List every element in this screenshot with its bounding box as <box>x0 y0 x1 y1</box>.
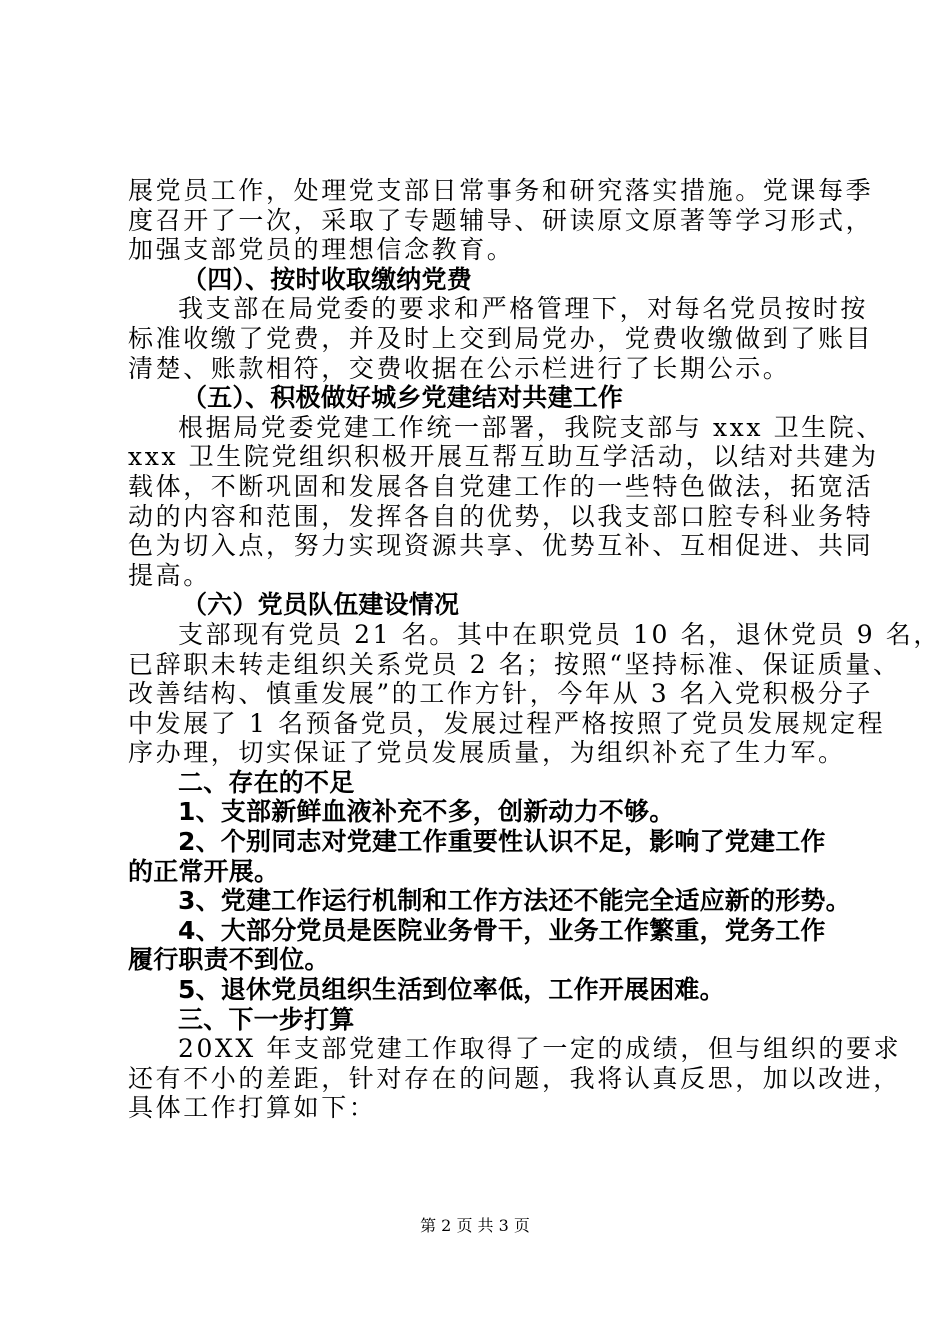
paragraph-line: 加强支部党员的理想信念教育。 <box>128 235 515 265</box>
section-heading-line: 三、下一步打算 <box>178 1004 355 1034</box>
section-heading-line: （五）、积极做好城乡党建结对共建工作 <box>182 383 624 413</box>
paragraph-line: 中发展了 1 名预备党员，发展过程严格按照了党员发展规定程 <box>128 708 886 738</box>
paragraph-line: 具体工作打算如下： <box>128 1093 377 1123</box>
section-heading-line: 3、党建工作运行机制和工作方法还不能完全适应新的形势。 <box>178 886 851 916</box>
section-heading-line: （四）、按时收取缴纳党费 <box>182 264 472 294</box>
paragraph-line: 已辞职未转走组织关系党员 2 名；按照“坚持标准、保证质量、 <box>128 649 901 679</box>
section-heading-line: 履行职责不到位。 <box>128 945 330 975</box>
paragraph-line: 展党员工作，处理党支部日常事务和研究落实措施。党课每季 <box>128 176 874 205</box>
section-heading-line: （六）党员队伍建设情况 <box>182 590 460 620</box>
section-heading-line: 4、大部分党员是医院业务骨干，业务工作繁重，党务工作 <box>178 915 826 945</box>
section-heading-line: 5、退休党员组织生活到位率低，工作开展困难。 <box>178 975 725 1005</box>
paragraph-line: 20XX 年支部党建工作取得了一定的成绩，但与组织的要求 <box>178 1034 902 1064</box>
page-footer: 第 2 页 共 3 页 <box>420 1216 530 1235</box>
paragraph-line: 清楚、账款相符，交费收据在公示栏进行了长期公示。 <box>128 353 791 383</box>
section-heading-line: 二、存在的不足 <box>178 767 355 797</box>
paragraph-line: 标准收缴了党费，并及时上交到局党办，党费收缴做到了账目 <box>128 323 874 353</box>
paragraph-line: 我支部在局党委的要求和严格管理下，对每名党员按时按 <box>178 294 869 324</box>
paragraph-line: 根据局党委党建工作统一部署，我院支部与 xxx 卫生院、 <box>178 412 884 442</box>
section-heading-line: 的正常开展。 <box>128 856 280 886</box>
paragraph-line: 支部现有党员 21 名。其中在职党员 10 名，退休党员 9 名， <box>178 619 942 649</box>
paragraph-line: 还有不小的差距，针对存在的问题，我将认真反思，加以改进， <box>128 1063 901 1093</box>
section-heading-line: 2、个别同志对党建工作重要性认识不足，影响了党建工作 <box>178 827 826 857</box>
paragraph-line: 色为切入点，努力实现资源共享、优势互补、互相促进、共同 <box>128 531 874 561</box>
paragraph-line: xxx 卫生院党组织积极开展互帮互助互学活动，以结对共建为 <box>128 442 879 472</box>
paragraph-line: 载体，不断巩固和发展各自党建工作的一些特色做法，拓宽活 <box>128 471 874 501</box>
paragraph-line: 提高。 <box>128 560 211 590</box>
paragraph-line: 改善结构、慎重发展”的工作方针，今年从 3 名入党积极分子 <box>128 679 873 709</box>
paragraph-line: 序办理，切实保证了党员发展质量，为组织补充了生力军。 <box>128 738 846 768</box>
paragraph-line: 动的内容和范围，发挥各自的优势，以我支部口腔专科业务特 <box>128 501 874 531</box>
section-heading-line: 1、支部新鲜血液补充不多，创新动力不够。 <box>178 797 675 827</box>
paragraph-line: 度召开了一次，采取了专题辅导、研读原文原著等学习形式， <box>128 205 874 235</box>
document-body <box>128 176 942 1123</box>
